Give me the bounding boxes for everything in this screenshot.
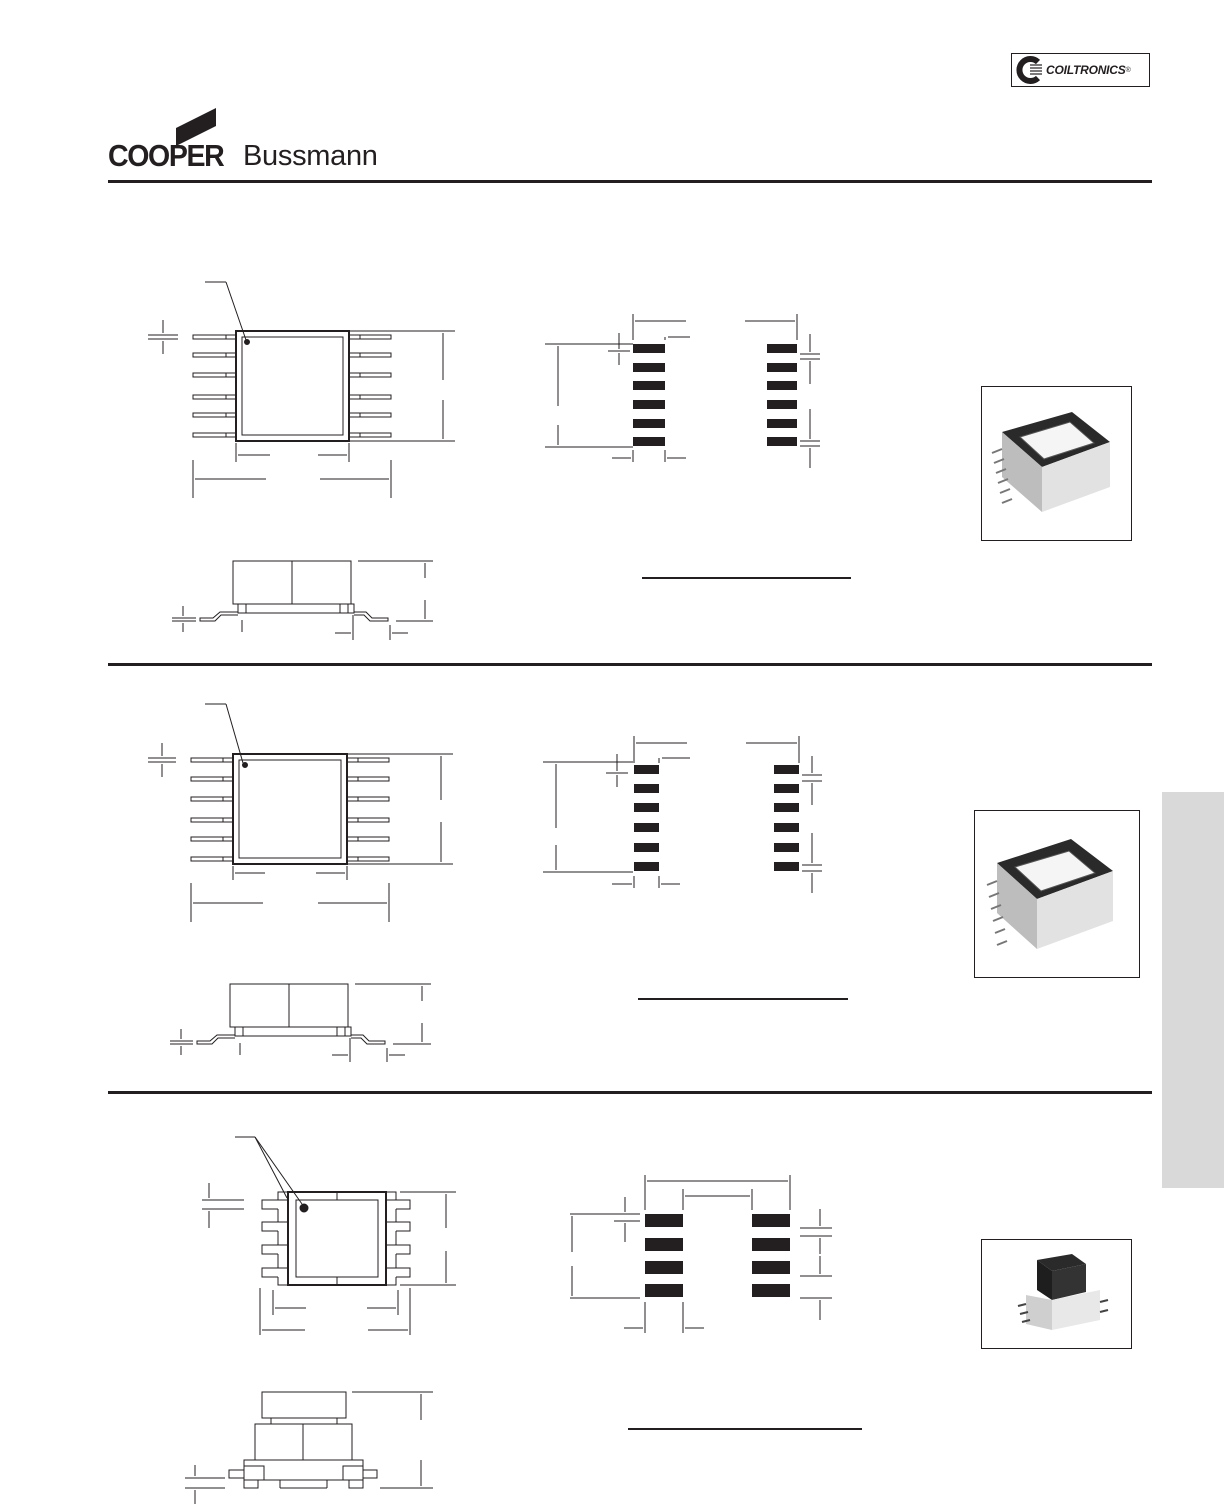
brand-primary: COOPER	[108, 138, 224, 173]
pcb-pads-1	[633, 344, 797, 446]
pcb-pads-2	[634, 765, 799, 871]
top-view-3	[202, 1137, 456, 1335]
coiltronics-wordmark: COILTRONICS	[1046, 63, 1126, 77]
top-view-2	[148, 704, 453, 922]
top-view-1	[148, 282, 455, 498]
pcb-pads-3	[645, 1214, 790, 1297]
brand-secondary: Bussmann	[243, 140, 378, 172]
registered-mark: ®	[1125, 66, 1131, 74]
side-view-3	[185, 1392, 433, 1504]
side-view-1	[172, 561, 433, 640]
pcb-layout-3	[570, 1175, 832, 1333]
side-view-2	[170, 984, 431, 1062]
